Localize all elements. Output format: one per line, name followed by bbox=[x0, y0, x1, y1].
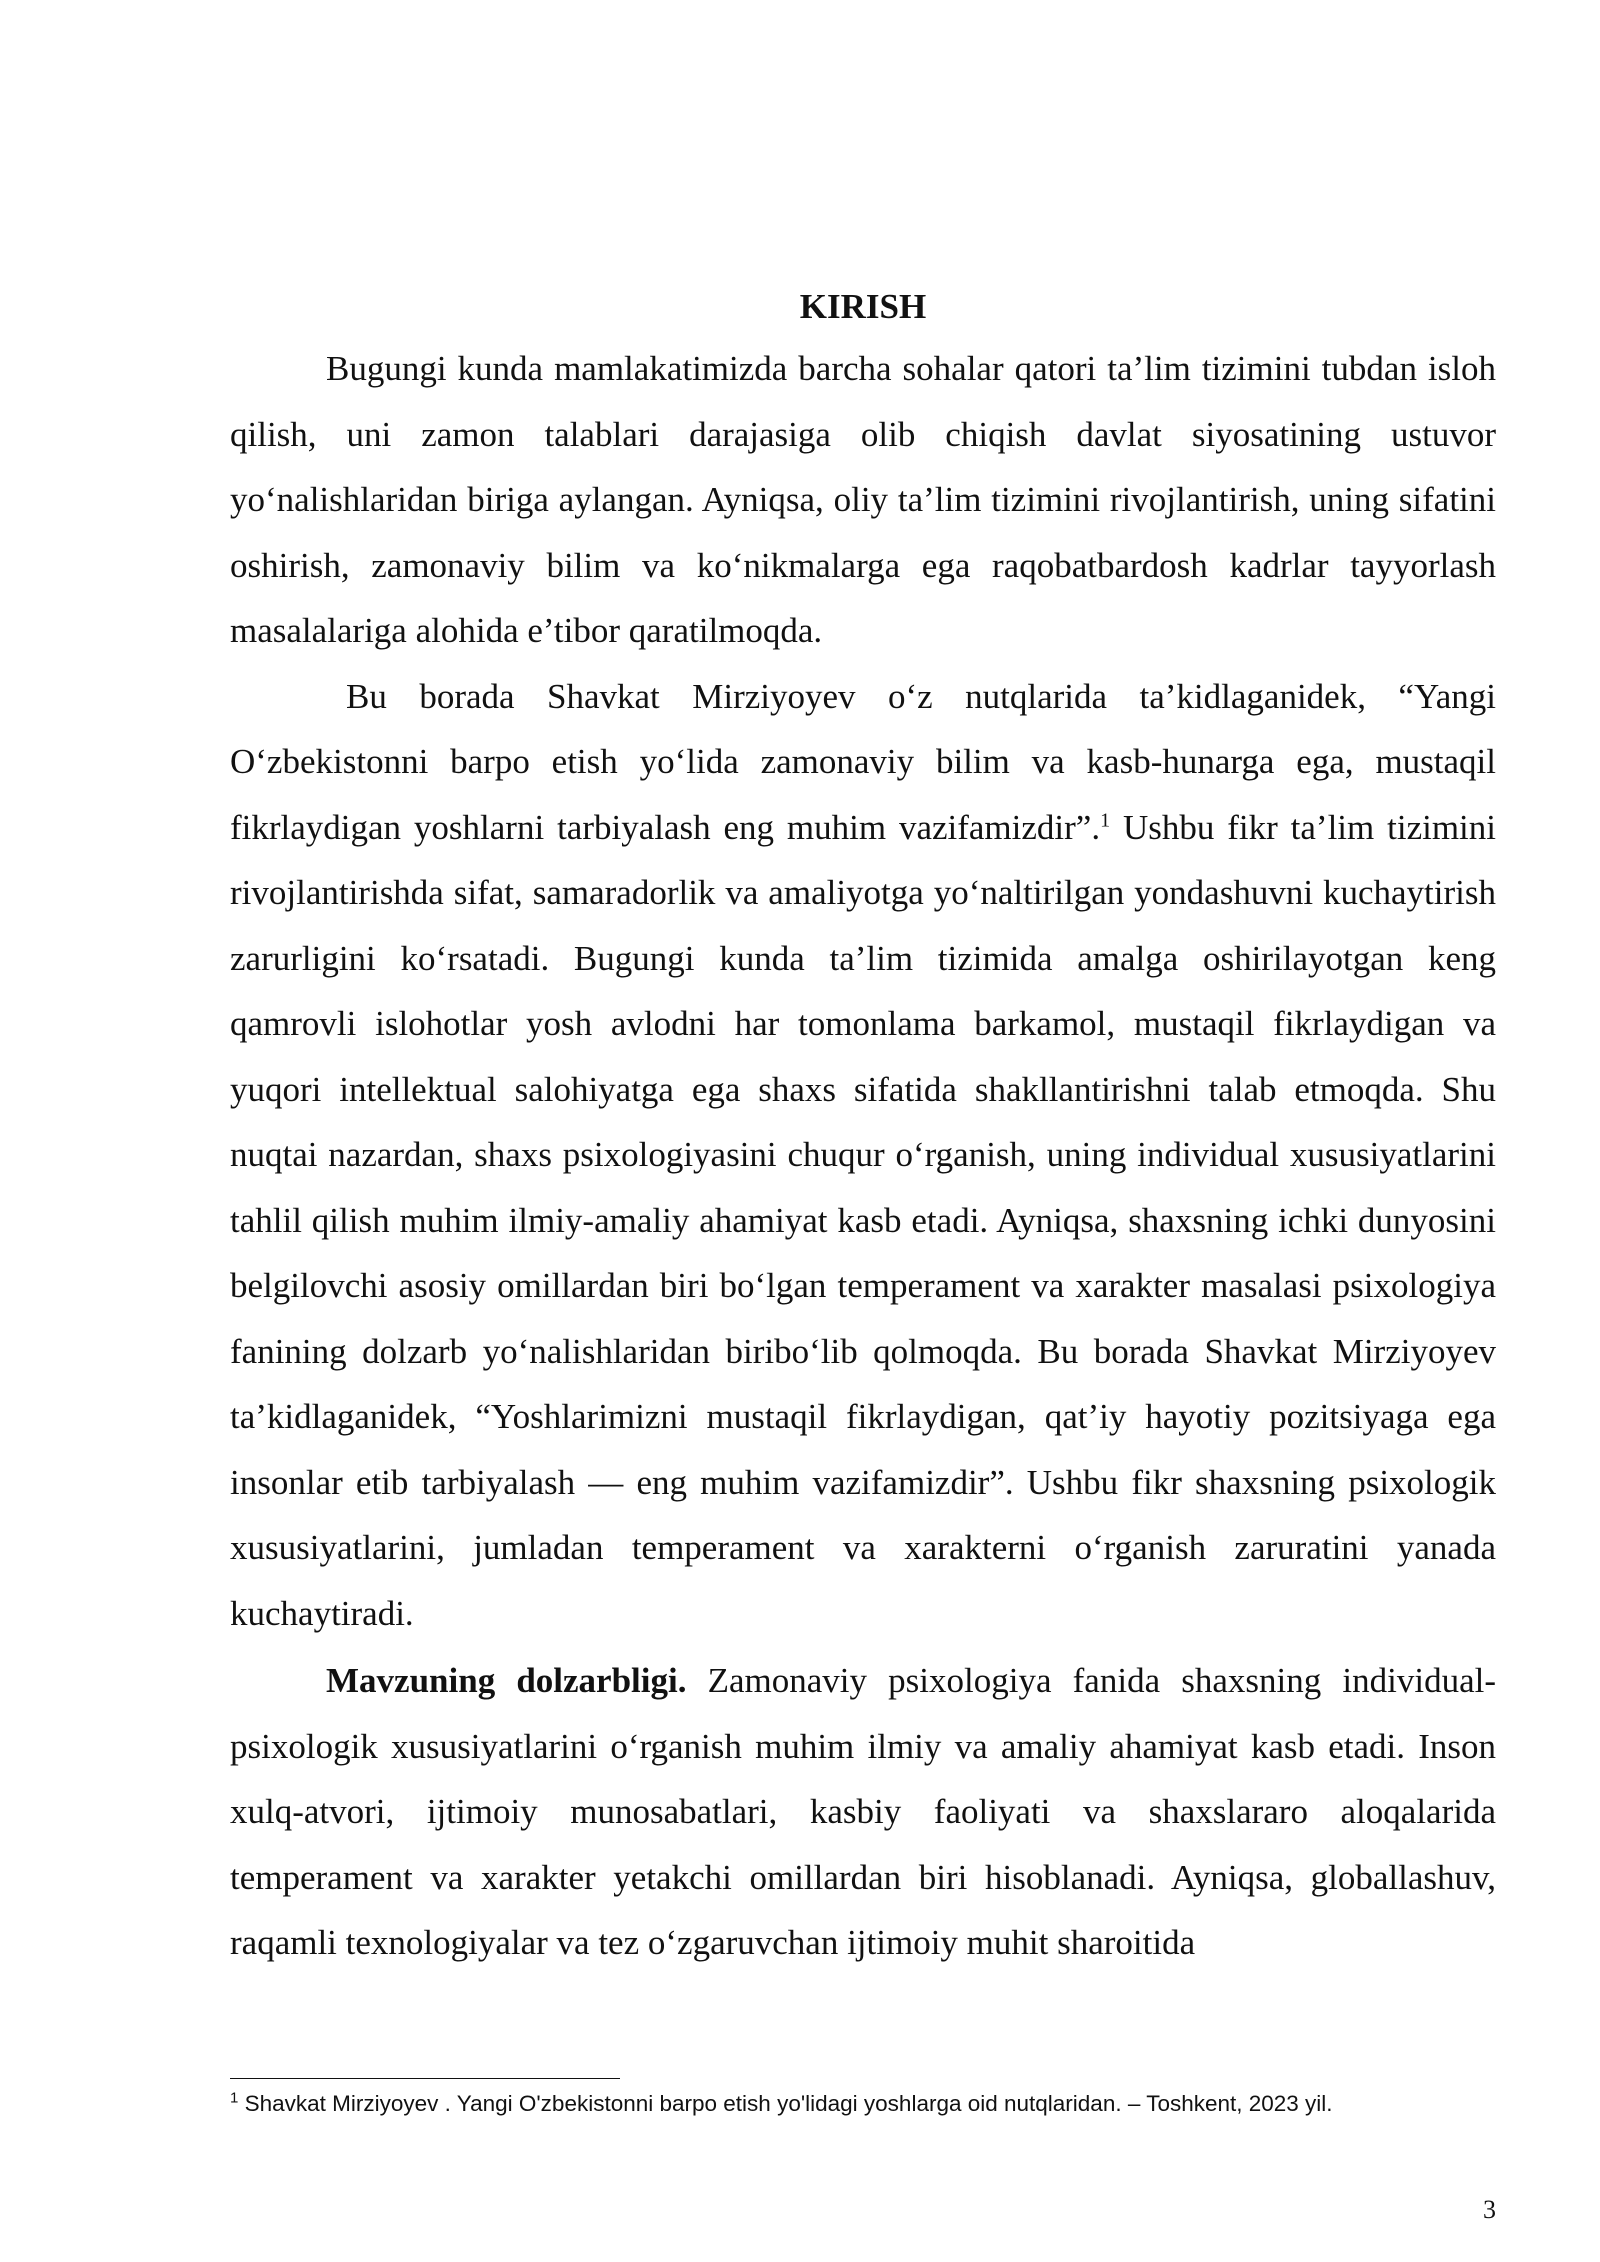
footnote bbox=[230, 2089, 1496, 2119]
footnote-separator bbox=[230, 2078, 620, 2079]
relevance-heading: Mavzuning dolzarbligi. bbox=[326, 1661, 687, 1700]
paragraph-quote-text: Bu borada Shavkat Mirziyoyev o‘z nutqlarida ta’kidlaganidek, “Yangi O‘zbekistonni barpo etish yo‘lida zamonaviy bilim va kasb-hunarga ega, mustaqil fikrlaydigan yoshlarni tarbiyalash eng muhim vazifamizdir”. bbox=[230, 676, 1496, 847]
page-title: KIRISH bbox=[799, 287, 927, 326]
relevance-text: Zamonaviy psixologiya fanida shaxsning individual-psixologik xususiyatlarini o‘rganish muhim ilmiy va amaliy ahamiyat kasb etadi. Inson xulq-atvori, ijtimoiy munosabatlari, kasbiy faoliyati va shaxslararo aloqalarida temperament va xarakter yetakchi omillardan biri hisoblanadi. Ayniqsa, globallashuv, raqamli texnologiyalar va tez o‘zgaruvchan ijtimoiy muhit sharoitida bbox=[230, 1661, 1496, 1962]
footnote-number: 1 bbox=[230, 2089, 239, 2107]
paragraph-relevance bbox=[230, 1648, 1496, 1976]
footnote-reference[interactable]: 1 bbox=[1100, 808, 1111, 831]
page-number: 3 bbox=[1483, 2195, 1496, 2224]
page-body bbox=[230, 282, 1496, 1976]
paragraph-quote-continuation: Ushbu fikr ta’lim tizimini rivojlantirishda sifat, samaradorlik va amaliyotga yo‘naltirilgan yondashuvni kuchaytirish zarurligini ko‘rsatadi. Bugungi kunda ta’lim tizimida amalga oshirilayotgan keng qamrovli islohotlar yosh avlodni har tomonlama barkamol, mustaqil fikrlaydigan va yuqori intellektual salohiyatga ega shaxs sifatida shakllantirishni talab etmoqda. Shu nuqtai nazardan, shaxs psixologiyasini chuqur o‘rganish, uning individual xususiyatlarini tahlil qilish muhim ilmiy-amaliy ahamiyat kasb etadi. Ayniqsa, shaxsning ichki dunyosini belgilovchi asosiy omillardan biri bo‘lgan temperament va xarakter masalasi psixologiya fanining dolzarb yo‘nalishlaridan biribo‘lib qolmoqda. Bu borada Shavkat Mirziyoyev ta’kidlaganidek, “Yoshlarimizni mustaqil fikrlaydigan, qat’iy hayotiy pozitsiyaga ega insonlar etib tarbiyalash — eng muhim vazifamizdir”. Ushbu fikr shaxsning psixologik xususiyatlarini, jumladan temperament va xarakterni o‘rganish zaruratini yanada kuchaytiradi. bbox=[230, 807, 1496, 1633]
footnote-text: Shavkat Mirziyoyev . Yangi O'zbekistonni barpo etish yo'lidagi yoshlarga oid nutqlaridan. – Toshkent, 2023 yil. bbox=[238, 2091, 1333, 2116]
paragraph-quote bbox=[230, 664, 1496, 1647]
paragraph-intro: Bugungi kunda mamlakatimizda barcha sohalar qatori ta’lim tizimini tubdan isloh qilish, uni zamon talablari darajasiga olib chiqish davlat siyosatining ustuvor yo‘nalishlaridan biriga aylangan. Ayniqsa, oliy ta’lim tizimini rivojlantirish, uning sifatini oshirish, zamonaviy bilim va ko‘nikmalarga ega raqobatbardosh kadrlar tayyorlash masalalariga alohida e’tibor qaratilmoqda. bbox=[230, 349, 1496, 650]
